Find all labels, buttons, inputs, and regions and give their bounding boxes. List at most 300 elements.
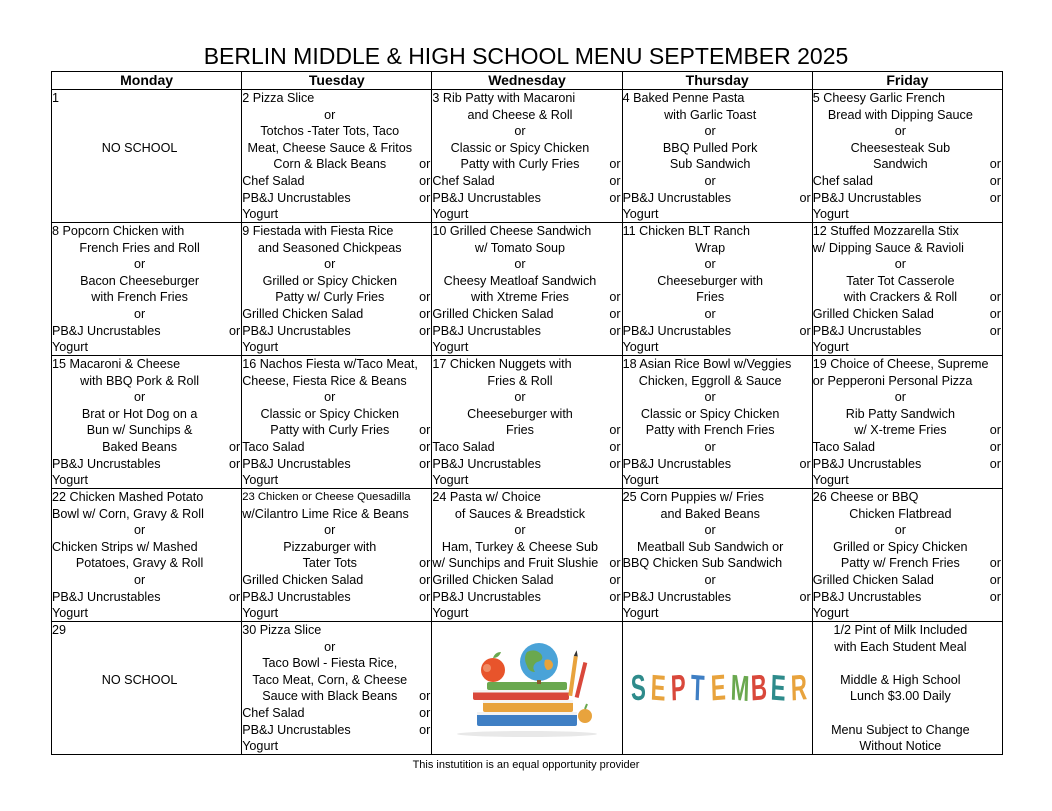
menu-line: [242, 672, 431, 689]
or-marker: or: [799, 589, 811, 604]
menu-line-text: Taco Salad: [812, 439, 876, 454]
menu-line-text: Grilled Chicken Salad: [432, 572, 554, 587]
menu-line: [242, 655, 431, 672]
day-cell-friday: [812, 90, 1002, 223]
menu-line-text: 3 Rib Patty with Macaroni: [432, 91, 576, 105]
menu-line: [242, 639, 431, 656]
menu-line-text: Grilled Chicken Salad: [242, 572, 364, 587]
menu-line: [242, 256, 431, 273]
day-cell-content: [623, 223, 812, 355]
menu-line: [242, 722, 431, 739]
menu-line: [813, 173, 1002, 190]
menu-line-text: 23 Chicken or Cheese Quesadilla: [242, 491, 411, 503]
september-word-art: [623, 622, 812, 754]
menu-line: [52, 555, 241, 572]
menu-line-text: PB&J Uncrustables: [812, 589, 922, 604]
menu-line: [52, 622, 241, 639]
menu-line: [52, 672, 241, 689]
menu-line-text: 18 Asian Rice Bowl w/Veggies: [622, 357, 792, 371]
or-marker: or: [419, 456, 431, 471]
menu-line-text: or: [133, 306, 146, 321]
menu-line-text: Patty with Curly Fries: [270, 423, 390, 438]
day-cell-content: [813, 90, 1002, 222]
or-marker: or: [419, 306, 431, 321]
menu-line-text: Yogurt: [812, 207, 849, 222]
menu-line-text: BBQ Chicken Sub Sandwich: [622, 556, 783, 571]
day-cell-content: [242, 489, 431, 621]
menu-line: [432, 439, 621, 456]
menu-line: [242, 589, 431, 606]
menu-line: [813, 123, 1002, 140]
menu-line-text: Corn & Black Beans: [273, 157, 387, 172]
menu-line: [623, 356, 812, 373]
day-cell-thursday: [622, 489, 812, 622]
day-cell-thursday: [622, 356, 812, 489]
day-cell-thursday: [622, 622, 812, 755]
menu-line: [432, 190, 621, 207]
menu-line: [52, 140, 241, 157]
menu-line-text: 11 Chicken BLT Ranch: [622, 224, 750, 238]
menu-line: [242, 373, 431, 390]
day-cell-friday: [812, 489, 1002, 622]
september-letter: B: [750, 666, 768, 709]
menu-line-text: w/ Dipping Sauce & Ravioli: [812, 240, 964, 255]
menu-line: [242, 389, 431, 406]
menu-line-text: and Cheese & Roll: [467, 107, 573, 122]
menu-line-text: 1/2 Pint of Milk Included: [833, 623, 968, 637]
menu-line-text: Bun w/ Sunchips &: [86, 423, 193, 438]
day-cell-friday: [812, 622, 1002, 755]
day-cell-monday: [52, 90, 242, 223]
menu-line: [432, 456, 621, 473]
menu-line-text: Sandwich: [873, 157, 928, 172]
menu-line: [52, 339, 241, 355]
menu-line: [432, 489, 621, 506]
menu-line-text: Baked Beans: [102, 439, 178, 454]
menu-line-text: Fries: [696, 290, 725, 305]
menu-line: [242, 206, 431, 222]
menu-line-text: or: [894, 124, 906, 139]
day-header-wednesday: Wednesday: [432, 72, 622, 90]
menu-line: [432, 173, 621, 190]
menu-line-text: Meatball Sub Sandwich or: [637, 539, 784, 554]
menu-line: [242, 289, 431, 306]
menu-line-text: PB&J Uncrustables: [242, 456, 351, 471]
menu-line-text: Cheesesteak Sub: [850, 140, 951, 155]
day-cell-content: [813, 489, 1002, 621]
or-marker: or: [609, 173, 621, 188]
menu-line: [432, 522, 621, 539]
menu-line-text: PB&J Uncrustables: [242, 589, 351, 604]
menu-line-text: or: [133, 257, 146, 272]
day-cell-tuesday: [242, 489, 432, 622]
menu-line-text: PB&J Uncrustables: [52, 456, 161, 471]
menu-line: [242, 107, 431, 124]
day-cell-tuesday: [242, 622, 432, 755]
menu-line-text: 8 Popcorn Chicken with: [52, 224, 185, 238]
menu-line: [623, 256, 812, 273]
menu-line-text: Yogurt: [432, 606, 469, 621]
menu-line-text: Yogurt: [242, 606, 279, 621]
menu-line-text: Yogurt: [622, 473, 659, 488]
menu-line-text: PB&J Uncrustables: [812, 323, 922, 338]
menu-line-text: Taco Bowl - Fiesta Rice,: [262, 656, 398, 671]
menu-line: [52, 107, 241, 124]
menu-line: [432, 323, 621, 340]
menu-line-text: 16 Nachos Fiesta w/Taco Meat,: [242, 357, 418, 371]
menu-line-text: Yogurt: [432, 473, 469, 488]
september-letter: E: [770, 666, 786, 709]
menu-line-text: Taco Salad: [432, 439, 495, 454]
menu-line: [242, 156, 431, 173]
menu-line: [242, 223, 431, 240]
day-cell-content: [52, 223, 241, 355]
menu-line: [813, 705, 1002, 722]
menu-line: [432, 206, 621, 222]
menu-line: [432, 256, 621, 273]
menu-line: [813, 506, 1002, 523]
menu-line-text: NO SCHOOL: [101, 140, 178, 155]
menu-line-text: PB&J Uncrustables: [52, 323, 161, 338]
menu-line: [813, 140, 1002, 157]
day-cell-tuesday: [242, 90, 432, 223]
or-marker: or: [419, 589, 431, 604]
menu-line: [52, 572, 241, 589]
menu-line: [432, 123, 621, 140]
menu-line-text: Tater Tot Casserole: [846, 273, 955, 288]
menu-line: [813, 306, 1002, 323]
menu-line: [52, 522, 241, 539]
menu-line: [432, 107, 621, 124]
menu-line: [52, 306, 241, 323]
menu-line-text: PB&J Uncrustables: [622, 456, 732, 471]
or-marker: or: [799, 190, 811, 205]
menu-line-text: Yogurt: [622, 207, 659, 222]
day-cell-content: [52, 356, 241, 488]
or-marker: or: [609, 589, 621, 604]
menu-line: [242, 273, 431, 290]
menu-line: [432, 306, 621, 323]
menu-line-text: Yogurt: [242, 739, 279, 754]
menu-line: [813, 738, 1002, 754]
menu-line-text: Patty w/ Curly Fries: [275, 290, 385, 305]
or-marker: or: [609, 456, 621, 471]
or-marker: or: [419, 423, 431, 438]
menu-line-text: Yogurt: [812, 340, 849, 355]
menu-line: [623, 406, 812, 423]
menu-line: [813, 389, 1002, 406]
menu-line-text: Yogurt: [52, 473, 88, 488]
day-cell-content: [52, 90, 241, 222]
menu-line-text: Chicken Flatbread: [849, 506, 952, 521]
menu-line: [432, 223, 621, 240]
menu-line: [242, 356, 431, 373]
day-cell-content: [52, 489, 241, 621]
or-marker: or: [419, 689, 431, 704]
menu-line: [432, 406, 621, 423]
menu-line: [813, 289, 1002, 306]
or-marker: or: [609, 556, 621, 571]
menu-line-text: or: [704, 124, 716, 139]
week-row: [52, 356, 1003, 489]
menu-line-text: Chef salad: [812, 173, 873, 188]
menu-line: [432, 140, 621, 157]
menu-line-text: Classic or Spicy Chicken: [260, 406, 400, 421]
menu-line: [813, 539, 1002, 556]
menu-line-text: with Crackers & Roll: [843, 290, 958, 305]
or-marker: or: [419, 572, 431, 587]
or-marker: or: [609, 323, 621, 338]
menu-line: [813, 688, 1002, 705]
menu-line: [432, 289, 621, 306]
menu-line-text: or: [704, 173, 716, 188]
menu-line: [52, 389, 241, 406]
menu-line-text: Classic or Spicy Chicken: [450, 140, 590, 155]
day-header-row: [52, 72, 1003, 90]
or-marker: or: [609, 157, 621, 172]
menu-line: [52, 256, 241, 273]
menu-line-text: 17 Chicken Nuggets with: [432, 357, 572, 371]
or-marker: or: [419, 722, 431, 737]
menu-line-text: PB&J Uncrustables: [622, 589, 732, 604]
or-marker: or: [419, 190, 431, 205]
menu-line-text: 26 Cheese or BBQ: [812, 490, 919, 504]
september-letter: R: [790, 666, 808, 709]
menu-line-text: Patty with Curly Fries: [460, 157, 580, 172]
menu-line-text: or: [514, 390, 526, 405]
menu-line-text: Classic or Spicy Chicken: [640, 406, 780, 421]
menu-line: [242, 339, 431, 355]
or-marker: or: [609, 439, 621, 454]
week-row: [52, 90, 1003, 223]
menu-line-text: 29: [52, 623, 67, 637]
menu-line: [432, 389, 621, 406]
menu-line-text: Grilled Chicken Salad: [812, 572, 934, 587]
menu-line-text: Wrap: [695, 240, 726, 255]
menu-line-text: Potatoes, Gravy & Roll: [75, 556, 204, 571]
menu-line: [813, 672, 1002, 689]
menu-line-text: 10 Grilled Cheese Sandwich: [432, 224, 592, 238]
menu-line: [623, 289, 812, 306]
day-cell-friday: [812, 356, 1002, 489]
menu-line-text: Patty w/ French Fries: [840, 556, 960, 571]
menu-line-text: with French Fries: [91, 290, 188, 305]
menu-line: [623, 339, 812, 355]
menu-line: [242, 506, 431, 523]
menu-line: [813, 240, 1002, 257]
menu-line-text: PB&J Uncrustables: [242, 323, 351, 338]
menu-line-text: or: [514, 257, 526, 272]
menu-line-text: Fries: [505, 423, 534, 438]
menu-line: [813, 273, 1002, 290]
or-marker: or: [228, 456, 241, 471]
day-cell-content: [52, 622, 241, 754]
menu-line: [432, 572, 621, 589]
menu-line: [813, 456, 1002, 473]
menu-line-text: Lunch $3.00 Daily: [849, 689, 951, 704]
or-marker: or: [989, 306, 1001, 321]
menu-line: [813, 323, 1002, 340]
day-cell-content: [432, 489, 621, 621]
menu-line: [242, 306, 431, 323]
menu-line: [242, 173, 431, 190]
menu-line: [623, 572, 812, 589]
menu-line-text: Yogurt: [432, 207, 469, 222]
menu-line-text: Grilled Chicken Salad: [242, 306, 364, 321]
or-marker: or: [419, 157, 431, 172]
menu-line: [432, 90, 621, 107]
september-letter: E: [710, 666, 726, 709]
menu-line: [813, 223, 1002, 240]
menu-line: [242, 688, 431, 705]
menu-line: [242, 406, 431, 423]
or-marker: or: [989, 423, 1001, 438]
menu-line-text: Menu Subject to Change: [831, 722, 970, 737]
menu-line-text: with Garlic Toast: [664, 107, 757, 122]
day-cell-content: [623, 90, 812, 222]
menu-line-text: Sauce with Black Beans: [262, 689, 398, 704]
menu-line-text: Yogurt: [812, 473, 849, 488]
menu-line: [623, 156, 812, 173]
menu-line-text: 25 Corn Puppies w/ Fries: [622, 490, 764, 504]
menu-line-text: PB&J Uncrustables: [432, 456, 541, 471]
or-marker: or: [419, 439, 431, 454]
menu-line-text: 12 Stuffed Mozzarella Stix: [812, 224, 959, 238]
menu-line: [813, 572, 1002, 589]
day-header-monday: Monday: [52, 72, 242, 90]
or-marker: or: [609, 190, 621, 205]
or-marker: or: [228, 589, 241, 604]
menu-line: [242, 123, 431, 140]
menu-line: [432, 339, 621, 355]
or-marker: or: [989, 589, 1001, 604]
menu-line-text: Bacon Cheeseburger: [80, 273, 200, 288]
menu-line-text: Cheeseburger with: [467, 406, 573, 421]
menu-line: [52, 223, 241, 240]
menu-line-text: PB&J Uncrustables: [432, 589, 541, 604]
menu-line: [813, 639, 1002, 656]
menu-line-text: or: [514, 523, 526, 538]
menu-line: [52, 605, 241, 621]
week-row: [52, 223, 1003, 356]
menu-line: [623, 273, 812, 290]
menu-line-text: w/Cilantro Lime Rice & Beans: [242, 506, 409, 521]
day-cell-content: [242, 622, 431, 754]
footer-note: This instutition is an equal opportunity provider: [412, 759, 640, 771]
menu-line-text: Grilled or Spicy Chicken: [262, 273, 397, 288]
menu-line-text: or Pepperoni Personal Pizza: [812, 373, 973, 388]
menu-line: [52, 323, 241, 340]
menu-line-text: w/ Tomato Soup: [474, 240, 565, 255]
menu-line: [242, 439, 431, 456]
menu-line: [813, 107, 1002, 124]
menu-line: [623, 206, 812, 222]
menu-line: [623, 589, 812, 606]
day-cell-wednesday: [432, 90, 622, 223]
menu-line: [242, 90, 431, 107]
menu-line: [242, 140, 431, 157]
menu-line: [813, 589, 1002, 606]
menu-line: [432, 506, 621, 523]
day-cell-content: [242, 90, 431, 222]
or-marker: or: [228, 439, 241, 454]
or-marker: or: [609, 290, 621, 305]
menu-line: [52, 422, 241, 439]
day-header-friday: Friday: [812, 72, 1002, 90]
menu-line: [242, 705, 431, 722]
menu-line: [813, 422, 1002, 439]
menu-line: [52, 289, 241, 306]
menu-line-text: Cheesy Meatloaf Sandwich: [443, 273, 597, 288]
day-cell-wednesday: [432, 356, 622, 489]
menu-line: [52, 240, 241, 257]
day-cell-content: [813, 622, 1002, 754]
menu-line: [623, 240, 812, 257]
menu-line-text: w/ X-treme Fries: [854, 423, 947, 438]
menu-line-text: Chef Salad: [432, 173, 495, 188]
menu-weeks: [52, 90, 1003, 755]
or-marker: or: [799, 456, 811, 471]
menu-line: [242, 539, 431, 556]
menu-line: [813, 356, 1002, 373]
or-marker: or: [228, 323, 241, 338]
menu-line: [432, 589, 621, 606]
or-marker: or: [989, 456, 1001, 471]
menu-line: [242, 190, 431, 207]
menu-line: [623, 123, 812, 140]
september-letter: P: [670, 666, 686, 709]
menu-line: [242, 605, 431, 621]
menu-line-text: or: [133, 523, 146, 538]
menu-line: [623, 223, 812, 240]
menu-line-text: Yogurt: [242, 473, 279, 488]
menu-line: [52, 506, 241, 523]
menu-line-text: 5 Cheesy Garlic French: [812, 91, 946, 105]
day-cell-monday: [52, 489, 242, 622]
menu-line: [242, 472, 431, 488]
menu-line: [813, 555, 1002, 572]
menu-line-text: Yogurt: [622, 606, 659, 621]
menu-line: [242, 555, 431, 572]
day-cell-content: [432, 356, 621, 488]
menu-line: [813, 522, 1002, 539]
menu-line: [242, 422, 431, 439]
menu-line: [813, 622, 1002, 639]
books-apple-globe-icon: [447, 638, 607, 738]
day-cell-content: [813, 356, 1002, 488]
or-marker: or: [989, 190, 1001, 205]
day-header-thursday: Thursday: [622, 72, 812, 90]
menu-line-text: 22 Chicken Mashed Potato: [52, 490, 204, 504]
or-marker: or: [989, 323, 1001, 338]
menu-line-text: or: [894, 523, 906, 538]
menu-line: [52, 456, 241, 473]
menu-line-text: Grilled Chicken Salad: [432, 306, 554, 321]
menu-line-text: Grilled Chicken Salad: [812, 306, 934, 321]
menu-line-text: Taco Meat, Corn, & Cheese: [252, 672, 408, 687]
menu-line: [813, 605, 1002, 621]
menu-line: [432, 240, 621, 257]
menu-line-text: with BBQ Pork & Roll: [80, 373, 200, 388]
menu-line: [623, 107, 812, 124]
menu-line: [52, 439, 241, 456]
menu-line-text: of Sauces & Breadstick: [454, 506, 586, 521]
day-cell-tuesday: [242, 356, 432, 489]
menu-line: [432, 539, 621, 556]
menu-line: [623, 140, 812, 157]
menu-line-text: Taco Salad: [242, 439, 305, 454]
menu-line-text: Sub Sandwich: [669, 157, 751, 172]
